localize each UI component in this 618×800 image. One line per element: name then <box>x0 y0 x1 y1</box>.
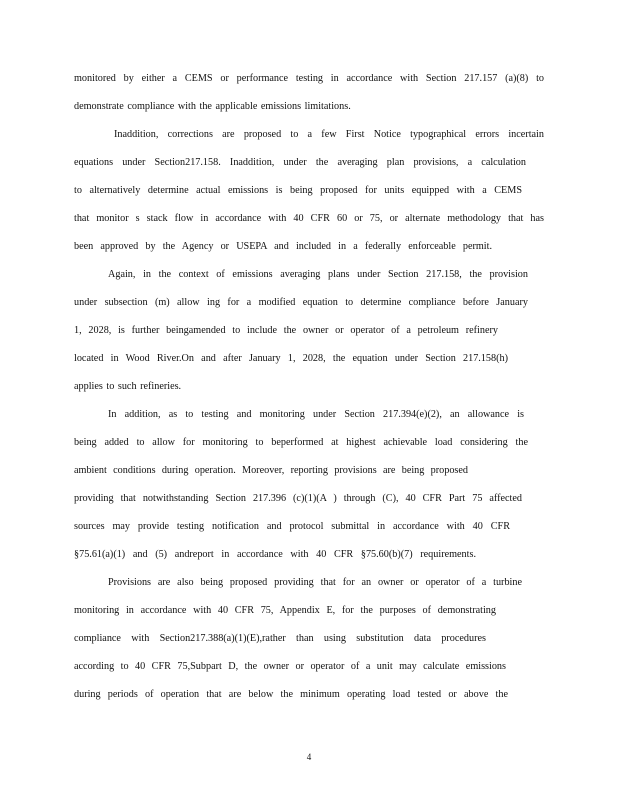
text-line: ambient conditions during operation. Moreover, reporting provisions are being proposed <box>74 465 468 476</box>
text-line: being added to allow for monitoring to beperformed at highest achievable load considering the <box>74 437 528 448</box>
page-number: 4 <box>306 752 312 762</box>
text-line: monitored by either a CEMS or performance testing in accordance with Section 217.157 (a)(8) to <box>74 73 544 84</box>
text-line: equations under Section217.158. Inaddition, under the averaging plan provisions, a calculation <box>74 157 526 168</box>
text-line: providing that notwithstanding Section 217.396 (c)(1)(A ) through (C), 40 CFR Part 75 affected <box>74 493 522 504</box>
text-line: Again, in the context of emissions averaging plans under Section 217.158, the provision <box>108 269 528 280</box>
text-line: compliance with Section217.388(a)(1)(E),rather than using substitution data procedures <box>74 633 486 644</box>
text-line: been approved by the Agency or USEPA and included in a federally enforceable permit. <box>74 241 492 252</box>
text-line: located in Wood River.On and after January 1, 2028, the equation under Section 217.158(h) <box>74 353 508 364</box>
text-line: that monitor s stack flow in accordance with 40 CFR 60 or 75, or alternate methodology that has <box>74 213 544 224</box>
text-line: monitoring in accordance with 40 CFR 75, Appendix E, for the purposes of demonstrating <box>74 605 496 616</box>
text-line: Inaddition, corrections are proposed to a few First Notice typographical errors incertain <box>114 129 544 140</box>
text-line: §75.61(a)(1) and (5) andreport in accordance with 40 CFR §75.60(b)(7) requirements. <box>74 549 476 560</box>
text-line: In addition, as to testing and monitoring under Section 217.394(e)(2), an allowance is <box>108 409 524 420</box>
text-line: sources may provide testing notification and protocol submittal in accordance with 40 CFR <box>74 521 510 532</box>
text-line: 1, 2028, is further beingamended to include the owner or operator of a petroleum refinery <box>74 325 498 336</box>
text-line: according to 40 CFR 75,Subpart D, the owner or operator of a unit may calculate emissions <box>74 661 506 672</box>
text-line: demonstrate compliance with the applicable emissions limitations. <box>74 101 351 112</box>
text-line: under subsection (m) allow ing for a modified equation to determine compliance before January <box>74 297 528 308</box>
text-line: to alternatively determine actual emissions is being proposed for units equipped with a CEMS <box>74 185 522 196</box>
text-line: applies to such refineries. <box>74 381 182 392</box>
text-line: Provisions are also being proposed providing that for an owner or operator of a turbine <box>108 577 522 588</box>
text-line: during periods of operation that are below the minimum operating load tested or above the <box>74 689 508 700</box>
